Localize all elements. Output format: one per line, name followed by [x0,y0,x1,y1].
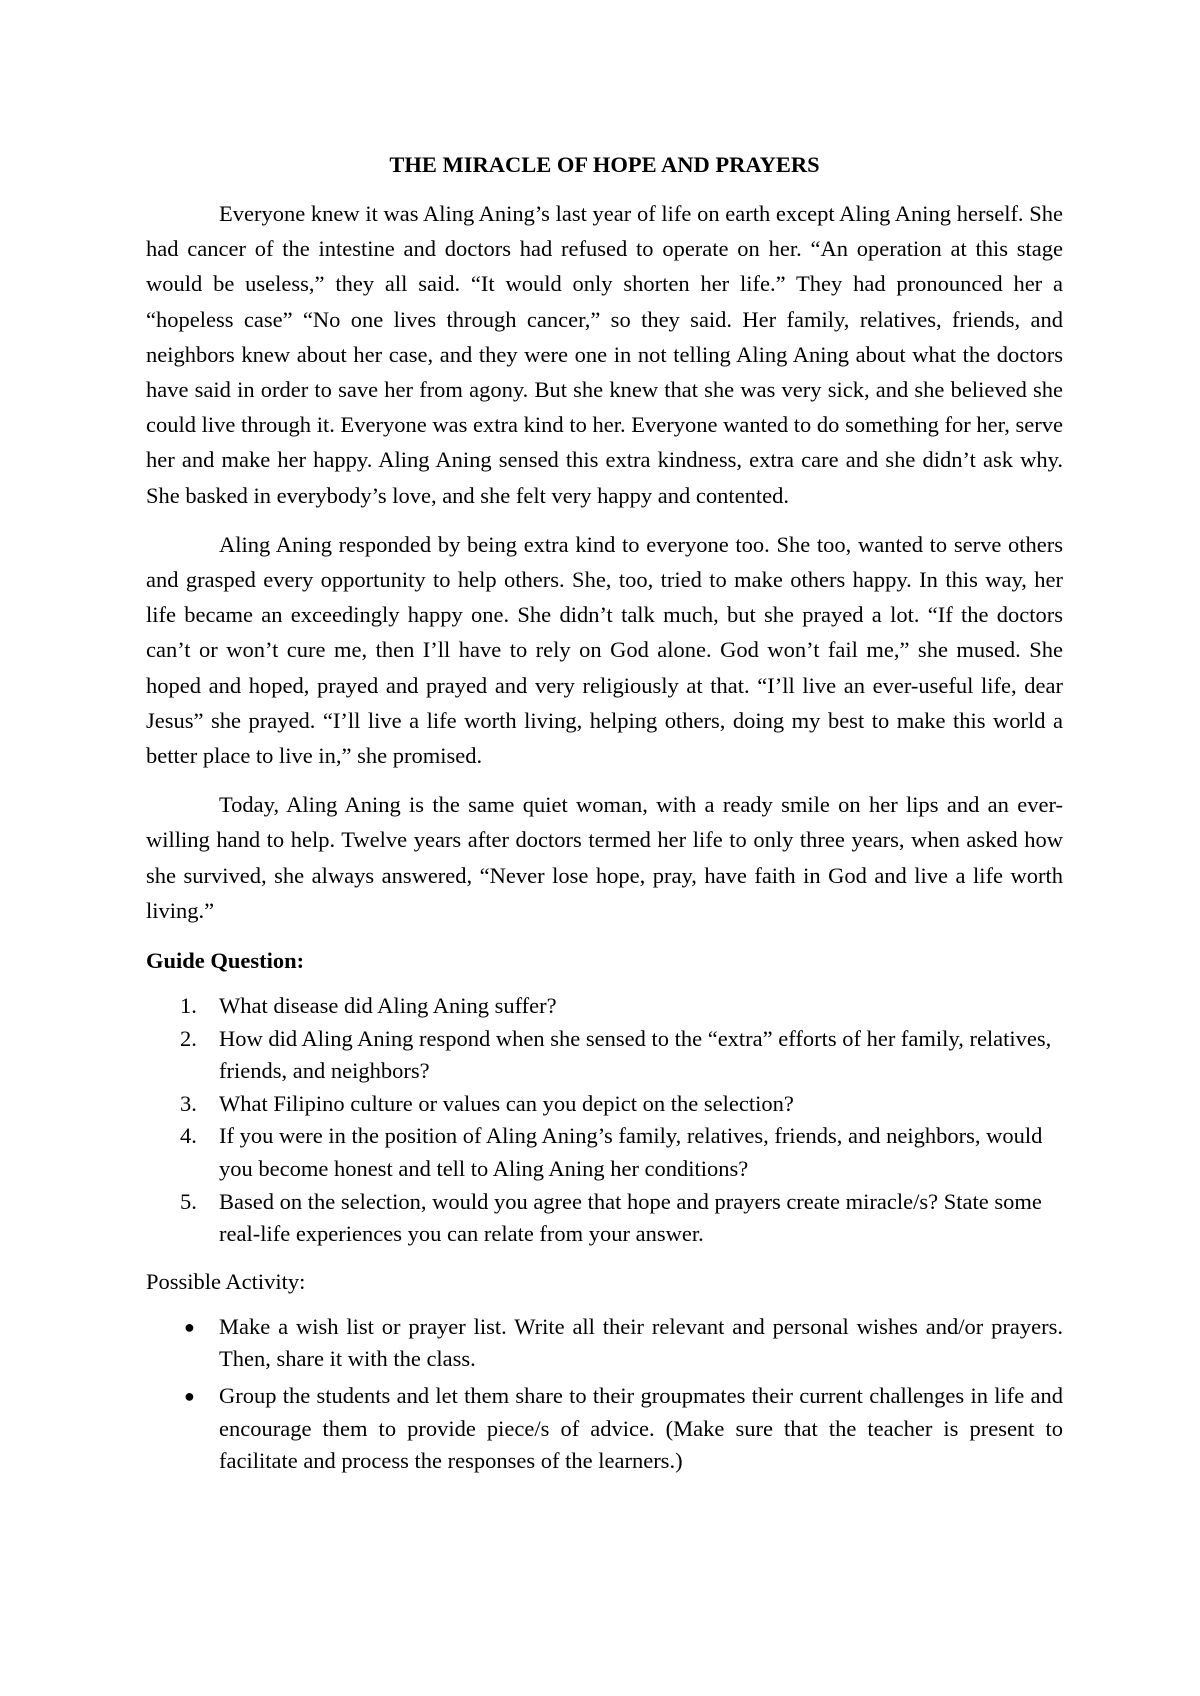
guide-question-list [146,990,1063,1251]
bullet-dot-icon: ● [184,1316,195,1337]
bullet-dot-icon: ● [184,1386,195,1406]
question-text: What disease did Aling Aning suffer? [219,993,557,1019]
guide-question-item [146,1088,1063,1121]
question-text: If you were in the position of Aling Aning’s family, relatives, friends, and neighbors, would you become honest and tell to Aling Aning her conditions? [219,1123,1043,1182]
possible-activity-heading: Possible Activity: [146,1268,306,1294]
guide-question-item [146,990,1063,1023]
document-title: THE MIRACLE OF HOPE AND PRAYERS [389,152,820,177]
document-body [146,140,1063,1482]
question-text: What Filipino culture or values can you depict on the selection? [219,1090,794,1116]
question-number: 3. [180,1090,197,1116]
activity-item [146,1311,1063,1376]
guide-question-item [146,1023,1063,1088]
activity-list [146,1311,1063,1478]
guide-question-item [146,1186,1063,1251]
story-paragraph-3: Today, Aling Aning is the same quiet woman, with a ready smile on her lips and an ever-willing hand to help. Twelve years after doctors termed her life to only three years, when asked how she survived, she always answered, “Never lose hope, pray, have faith in God and live a life worth living.” [146,792,1063,923]
activity-item [146,1380,1063,1478]
question-text: Based on the selection, would you agree that hope and prayers create miracle/s? State some real-life experiences you can relate from your answer. [219,1188,1042,1247]
activity-text: Group the students and let them share to their groupmates their current challenges in life and encourage them to provide piece/s of advice. (Make sure that the teacher is present to facilitate and process the responses of the learners.) [219,1383,1063,1474]
question-number: 4. [180,1123,197,1149]
activity-text: Make a wish list or prayer list. Write all their relevant and personal wishes and/or prayers. Then, share it with the class. [219,1313,1063,1372]
question-text: How did Aling Aning respond when she sensed to the “extra” efforts of her family, relatives, friends, and neighbors? [219,1025,1052,1084]
story-paragraph-1: Everyone knew it was Aling Aning’s last year of life on earth except Aling Aning herself. She had cancer of the intestine and doctors had refused to operate on her. “An operation at this stage would be useless,” they all said. “It would only shorten her life.” They had pronounced her a “hopeless case” “No one lives through cancer,” so they said. Her family, relatives, friends, and neighbors knew about her case, and they were one in not telling Aling Aning about what the doctors have said in order to save her from agony. But she knew that she was very sick, and she believed she could live through it. Everyone was extra kind to her. Everyone wanted to do something for her, serve her and make her happy. Aling Aning sensed this extra kindness, extra care and she didn’t ask why. She basked in everybody’s love, and she felt very happy and contented. [146,201,1063,508]
question-number: 2. [180,1025,197,1051]
question-number: 1. [180,993,197,1019]
story-paragraph-2: Aling Aning responded by being extra kind to everyone too. She too, wanted to serve others and grasped every opportunity to help others. She, too, tried to make others happy. In this way, her life became an exceedingly happy one. She didn’t talk much, but she prayed a lot. “If the doctors can’t or won’t cure me, then I’ll have to rely on God alone. God won’t fail me,” she mused. She hoped and hoped, prayed and prayed and very religiously at that. “I’ll live an ever-useful life, dear Jesus” she prayed. “I’ll live a life worth living, helping others, doing my best to make this world a better place to live in,” she promised. [146,531,1063,769]
question-number: 5. [180,1188,197,1214]
guide-question-heading: Guide Question: [146,948,305,974]
guide-question-item [146,1120,1063,1185]
